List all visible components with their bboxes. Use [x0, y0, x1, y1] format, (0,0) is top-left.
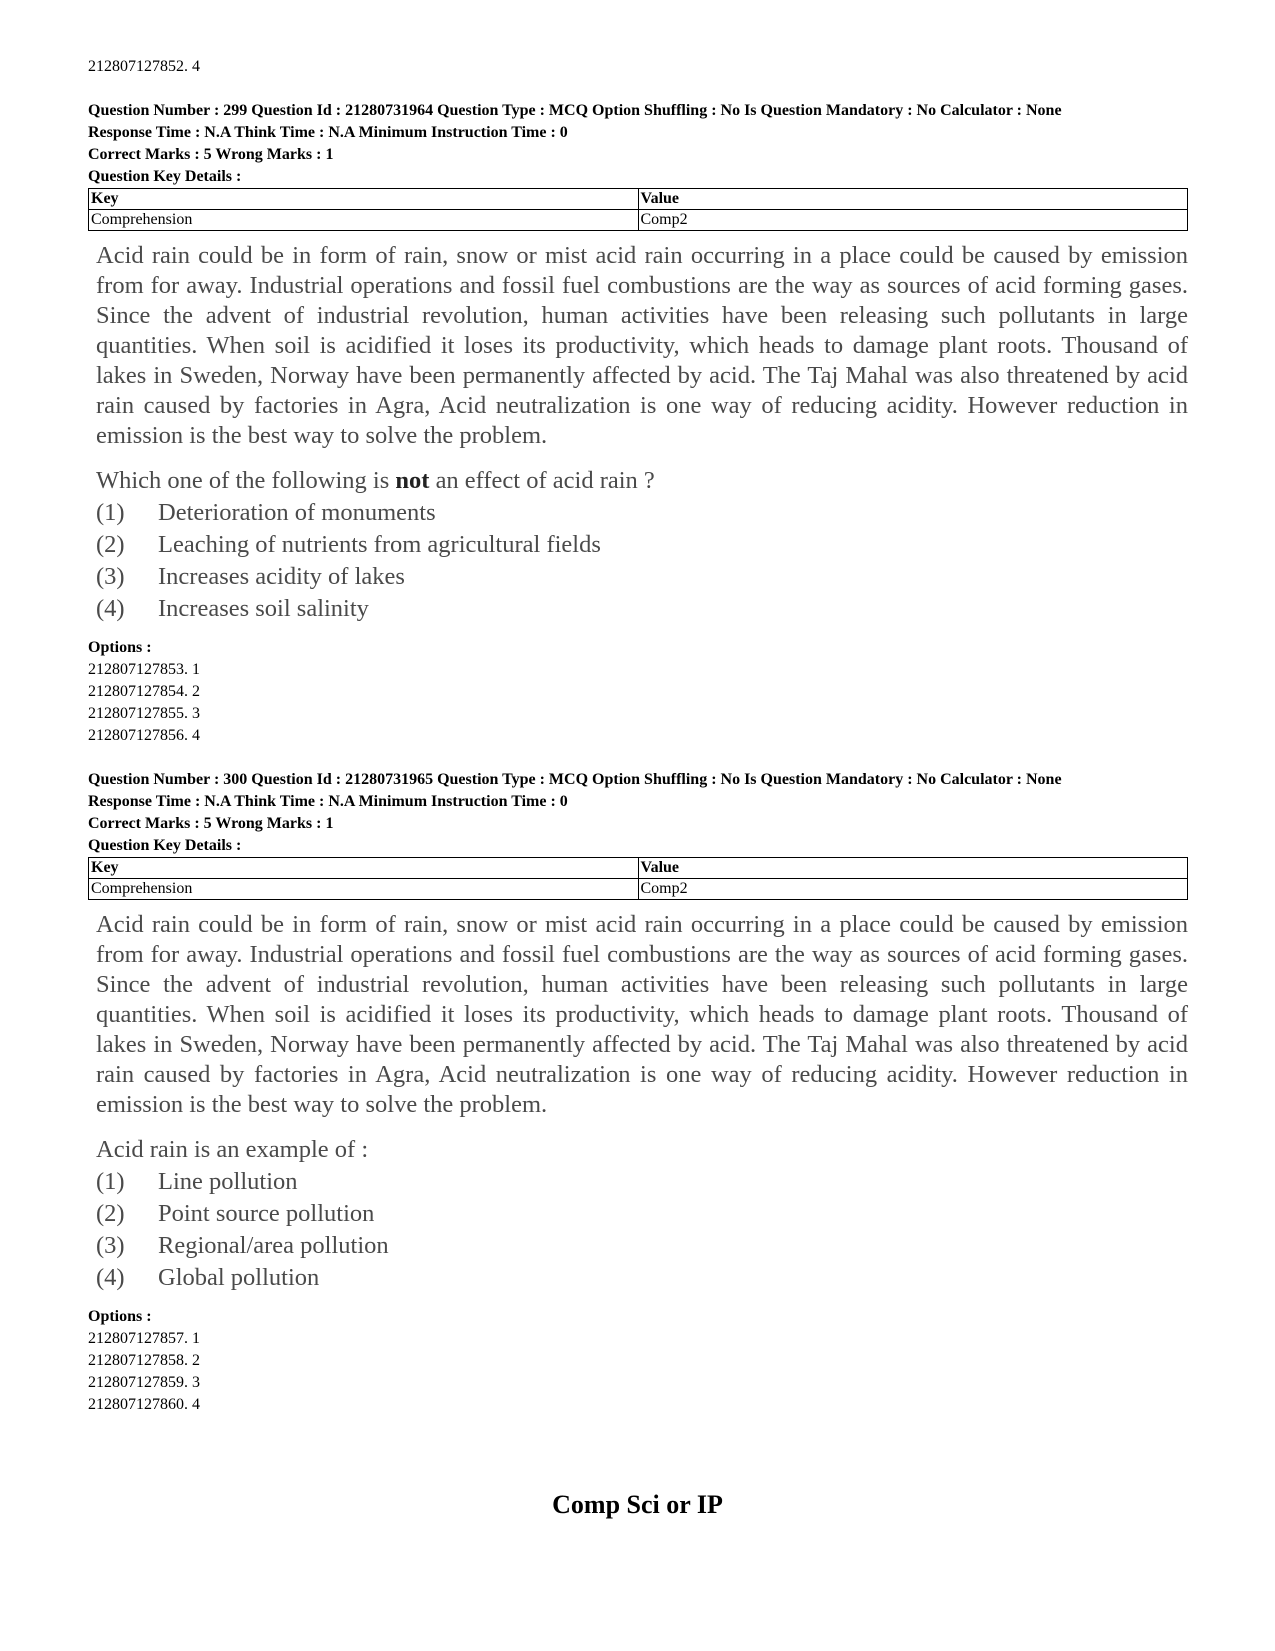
question-stem-pre: Acid rain is an example of :	[96, 1136, 369, 1163]
question-key-details-label: Question Key Details :	[88, 837, 242, 854]
choice-text: Regional/area pollution	[158, 1232, 389, 1259]
question-key-table	[88, 188, 1188, 231]
value-header-cell: Value	[638, 858, 1188, 879]
option-id: 212807127854. 2	[88, 683, 200, 700]
option-id: 212807127856. 4	[88, 727, 200, 744]
document-page	[88, 56, 1188, 1416]
question-stem-post: an effect of acid rain ?	[429, 467, 655, 494]
value-cell: Comp2	[638, 210, 1188, 231]
answer-choice	[96, 497, 1188, 529]
choice-text: Increases soil salinity	[158, 595, 369, 622]
option-id: 212807127859. 3	[88, 1374, 200, 1391]
option-id: 212807127860. 4	[88, 1396, 200, 1413]
answer-choice	[96, 529, 1188, 561]
choice-text: Line pollution	[158, 1168, 298, 1195]
key-header-cell: Key	[89, 858, 639, 879]
answer-choices	[96, 1166, 1188, 1294]
option-id: 212807127858. 2	[88, 1352, 200, 1369]
question-meta-line2: Response Time : N.A Think Time : N.A Minimum Instruction Time : 0	[88, 793, 568, 810]
key-header-cell: Key	[89, 189, 639, 210]
answer-choice	[96, 561, 1188, 593]
comprehension-passage: Acid rain could be in form of rain, snow or mist acid rain occurring in a place could be caused by emission from for away. Industrial operations and fossil fuel combustions are the way as sources of acid forming gases. Since the advent of industrial revolution, human activities have been releasing such pollutants in large quantities. When soil is acidified it loses its productivity, which heads to damage plant roots. Thousand of lakes in Sweden, Norway have been permanently affected by acid. The Taj Mahal was also threatened by acid rain caused by factories in Agra, Acid neutralization is one way of reducing acidity. However reduction in emission is the best way to solve the problem.	[96, 242, 1188, 449]
answer-choices	[96, 497, 1188, 625]
question-marks: Correct Marks : 5 Wrong Marks : 1	[88, 146, 334, 163]
answer-choice	[96, 1166, 1188, 1198]
choice-number: (4)	[96, 595, 125, 622]
question-stem-emphasis: not	[395, 467, 430, 494]
choice-text: Deterioration of monuments	[158, 499, 436, 526]
answer-choice	[96, 1198, 1188, 1230]
question-meta-line1: Question Number : 299 Question Id : 21280731964 Question Type : MCQ Option Shuffling : No Is Question Mandatory : No Calculator : None	[88, 102, 1062, 119]
option-id: 212807127853. 1	[88, 661, 200, 678]
value-cell: Comp2	[638, 879, 1188, 900]
answer-choice	[96, 1230, 1188, 1262]
answer-choice	[96, 593, 1188, 625]
choice-text: Point source pollution	[158, 1200, 375, 1227]
question-stem	[96, 465, 1188, 497]
option-id: 212807127857. 1	[88, 1330, 200, 1347]
question-meta-line1: Question Number : 300 Question Id : 21280731965 Question Type : MCQ Option Shuffling : No Is Question Mandatory : No Calculator : None	[88, 771, 1062, 788]
comprehension-passage: Acid rain could be in form of rain, snow or mist acid rain occurring in a place could be caused by emission from for away. Industrial operations and fossil fuel combustions are the way as sources of acid forming gases. Since the advent of industrial revolution, human activities have been releasing such pollutants in large quantities. When soil is acidified it loses its productivity, which heads to damage plant roots. Thousand of lakes in Sweden, Norway have been permanently affected by acid. The Taj Mahal was also threatened by acid rain caused by factories in Agra, Acid neutralization is one way of reducing acidity. However reduction in emission is the best way to solve the problem.	[96, 911, 1188, 1118]
question-key-table	[88, 857, 1188, 900]
choice-number: (3)	[96, 1232, 125, 1259]
choice-number: (2)	[96, 531, 125, 558]
choice-text: Global pollution	[158, 1264, 320, 1291]
key-cell: Comprehension	[89, 879, 639, 900]
value-header-cell: Value	[638, 189, 1188, 210]
question-block-299	[88, 100, 1188, 747]
question-stem-pre: Which one of the following is	[96, 467, 396, 494]
question-marks: Correct Marks : 5 Wrong Marks : 1	[88, 815, 334, 832]
options-list	[88, 637, 1188, 747]
choice-number: (1)	[96, 1168, 125, 1195]
options-label: Options :	[88, 639, 152, 656]
choice-number: (4)	[96, 1264, 125, 1291]
choice-number: (1)	[96, 499, 125, 526]
answer-choice	[96, 1262, 1188, 1294]
question-meta-line2: Response Time : N.A Think Time : N.A Minimum Instruction Time : 0	[88, 124, 568, 141]
choice-number: (3)	[96, 563, 125, 590]
key-cell: Comprehension	[89, 210, 639, 231]
question-block-300	[88, 769, 1188, 1416]
options-label: Options :	[88, 1308, 152, 1325]
options-list	[88, 1306, 1188, 1416]
choice-number: (2)	[96, 1200, 125, 1227]
choice-text: Leaching of nutrients from agricultural fields	[158, 531, 601, 558]
question-key-details-label: Question Key Details :	[88, 168, 242, 185]
section-heading: Comp Sci or IP	[552, 1490, 723, 1519]
previous-option-id: 212807127852. 4	[88, 58, 200, 75]
choice-text: Increases acidity of lakes	[158, 563, 405, 590]
option-id: 212807127855. 3	[88, 705, 200, 722]
question-stem	[96, 1134, 1188, 1166]
